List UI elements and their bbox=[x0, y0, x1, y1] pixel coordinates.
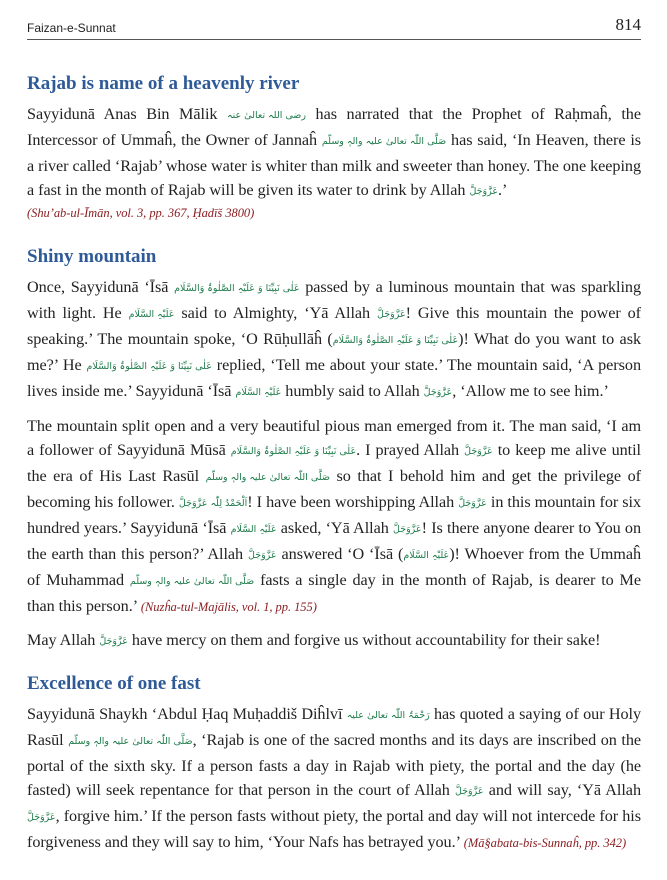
arabic-honorific: عَزَّوَجَلَّ bbox=[458, 498, 487, 509]
text-run: said to Almighty, ‘Yā Allah bbox=[181, 304, 371, 322]
text-run: )! What do you want to ask me?’ He bbox=[27, 330, 641, 374]
arabic-honorific: رَحْمَۃُ اللّٰہ تعالیٰ علیہ bbox=[346, 710, 430, 721]
text-run: , ‘Allow me to see him.’ bbox=[452, 382, 609, 400]
text-run: ! Give this mountain the power of speaking.’ The mountain spoke, ‘O Rūḥullāĥ ( bbox=[27, 304, 641, 348]
arabic-honorific: عَزَّوَجَلَّ bbox=[454, 786, 484, 797]
text-run: . I prayed Allah bbox=[356, 441, 460, 459]
text-run: replied, ‘Tell me about your state.’ The mountain said, ‘A person lives inside me.’ Sayyidunā ‘Īsā bbox=[27, 356, 641, 400]
arabic-honorific: صَلَّی اللّٰہ تعالیٰ علیہ والہٖ وسلّم bbox=[68, 736, 193, 747]
paragraph-heavenly-river bbox=[27, 102, 641, 223]
arabic-honorific: عَلٰی نَبِیِّنَا وَ عَلَیْہِ الصَّلٰوۃُ وَالسَّلَام bbox=[86, 361, 212, 372]
text-run: to keep me alive until the era of His Last Rasūl bbox=[27, 441, 642, 485]
reference-citation: (Nuzĥa-tul-Majālis, vol. 1, pp. 155) bbox=[140, 600, 317, 614]
text-run: has narrated that the Prophet of Raḥmaĥ, the Intercessor of Ummaĥ, the Owner of Jannaĥ bbox=[27, 105, 641, 149]
arabic-honorific: عَلَیْہِ السَّلَام bbox=[128, 309, 175, 320]
text-run: passed by a luminous mountain that was sparkling with light. He bbox=[27, 278, 642, 322]
text-run: has said, ‘In Heaven, there is a river called ‘Rajab’ whose water is whiter than milk and sweeter than honey. The one keeping a fast in the month of Rajab will be given its water to drink by Allah bbox=[27, 131, 642, 199]
arabic-honorific: عَزَّوَجَلَّ bbox=[464, 446, 493, 457]
text-run: have mercy on them and forgive us without accountability for their sake! bbox=[131, 631, 601, 649]
text-run: and will say, ‘Yā Allah bbox=[488, 781, 641, 799]
arabic-honorific: عَلٰی نَبِیِّنَا وَ عَلَیْہِ الصَّلٰوۃُ وَالسَّلَام bbox=[230, 446, 357, 457]
running-header bbox=[27, 0, 641, 40]
arabic-honorific: عَزَّوَجَلَّ bbox=[248, 550, 277, 561]
arabic-honorific: عَلَیْہِ السَّلَام bbox=[230, 524, 277, 535]
arabic-honorific: عَلٰی نَبِیِّنَا وَ عَلَیْہِ الصَّلٰوۃُ وَالسَّلَام bbox=[174, 283, 300, 294]
arabic-honorific: عَزَّوَجَلَّ bbox=[469, 186, 499, 197]
section-title-shiny-mountain: Shiny mountain bbox=[27, 246, 157, 267]
arabic-honorific: صَلَّی اللّٰہ تعالیٰ علیہ والہٖ وسلّم bbox=[321, 136, 447, 147]
text-run: ! I have been worshipping Allah bbox=[247, 493, 455, 511]
reference-citation: (Mā§abata-bis-Sunnaĥ, pp. 342) bbox=[463, 836, 627, 850]
text-run: in this mountain for six hundred years.’ Sayyidunā ‘Īsā bbox=[27, 493, 641, 537]
text-run: so that I behold him and get the privilege of becoming his follower. bbox=[27, 467, 641, 511]
text-run: Sayyidunā Anas Bin Mālik bbox=[27, 105, 218, 123]
arabic-honorific: عَزَّوَجَلَّ bbox=[377, 309, 406, 320]
text-run: May Allah bbox=[27, 631, 96, 649]
text-run: ! Is there anyone dearer to You on the earth than this person?’ Allah bbox=[27, 519, 641, 563]
page-number: 814 bbox=[615, 15, 641, 34]
text-run: asked, ‘Yā Allah bbox=[280, 519, 389, 537]
paragraph-excellence bbox=[27, 702, 641, 855]
section-title-heavenly-river: Rajab is name of a heavenly river bbox=[27, 73, 300, 94]
text-run: has quoted a saying of our Holy Rasūl bbox=[27, 705, 641, 749]
arabic-honorific: صَلَّی اللّٰہ تعالیٰ علیہ والہٖ وسلّم bbox=[129, 576, 255, 587]
text-run: .’ bbox=[498, 181, 508, 199]
arabic-honorific: عَزَّوَجَلَّ bbox=[27, 812, 56, 823]
text-run: The mountain split open and a very beautiful pious man emerged from it. The man said, ‘I am a follower of Sayyidunā Mūsā bbox=[27, 417, 641, 459]
arabic-honorific: عَزَّوَجَلَّ bbox=[423, 387, 453, 398]
arabic-honorific: صَلَّی اللّٰہ تعالیٰ علیہ والہٖ وسلّم bbox=[205, 472, 330, 483]
text-run: humbly said to Allah bbox=[285, 382, 420, 400]
reference-citation: (Shu’ab-ul-Īmān, vol. 3, pp. 367, Ḥadīš 3800) bbox=[27, 206, 255, 220]
paragraph-mountain-3 bbox=[27, 628, 641, 654]
text-run: Once, Sayyidunā ‘Īsā bbox=[27, 278, 169, 296]
text-run: , ‘Rajab is one of the sacred months and its days are inscribed on the portal of the sixth sky. If a person fasts a day in Rajab with piety, the portal and the day (he fasted) will seek repentance for that person in the court of Allah bbox=[27, 731, 642, 799]
text-run: fasts a single day in the month of Rajab, is dearer to Me than this person.’ bbox=[27, 571, 642, 615]
text-run: answered ‘O ‘Īsā ( bbox=[281, 545, 404, 563]
text-run: )! Whoever from the Ummaĥ of Muhammad bbox=[27, 545, 642, 589]
arabic-honorific: عَلَیْہِ السَّلَام bbox=[235, 387, 282, 398]
arabic-honorific: رضی اللہ تعالیٰ عنہ bbox=[227, 110, 306, 121]
text-run: , forgive him.’ If the person fasts without piety, the portal and day will not intercede for his forgiveness and they will say to him, ‘Your Nafs has betrayed you.’ bbox=[27, 807, 641, 851]
arabic-honorific: عَزَّوَجَلَّ bbox=[99, 636, 128, 647]
paragraph-mountain-1 bbox=[27, 275, 641, 405]
paragraph-mountain-2 bbox=[27, 414, 641, 619]
section-title-excellence-of-one-fast: Excellence of one fast bbox=[27, 673, 201, 694]
text-run: Sayyidunā Shaykh ‘Abdul Ḥaq Muḥaddiš Diĥlvī bbox=[27, 705, 343, 723]
arabic-honorific: عَزَّوَجَلَّ bbox=[393, 524, 422, 535]
arabic-honorific: عَلَیْہِ السَّلَام bbox=[403, 550, 450, 561]
arabic-honorific: اَلْحَمْدُ لِلّٰہ عَزَّوَجَلَّ bbox=[178, 498, 248, 509]
book-title: Faizan-e-Sunnat bbox=[27, 21, 116, 35]
arabic-honorific: عَلٰی نَبِیِّنَا وَ عَلَیْہِ الصَّلٰوۃُ وَالسَّلَام bbox=[332, 335, 459, 346]
